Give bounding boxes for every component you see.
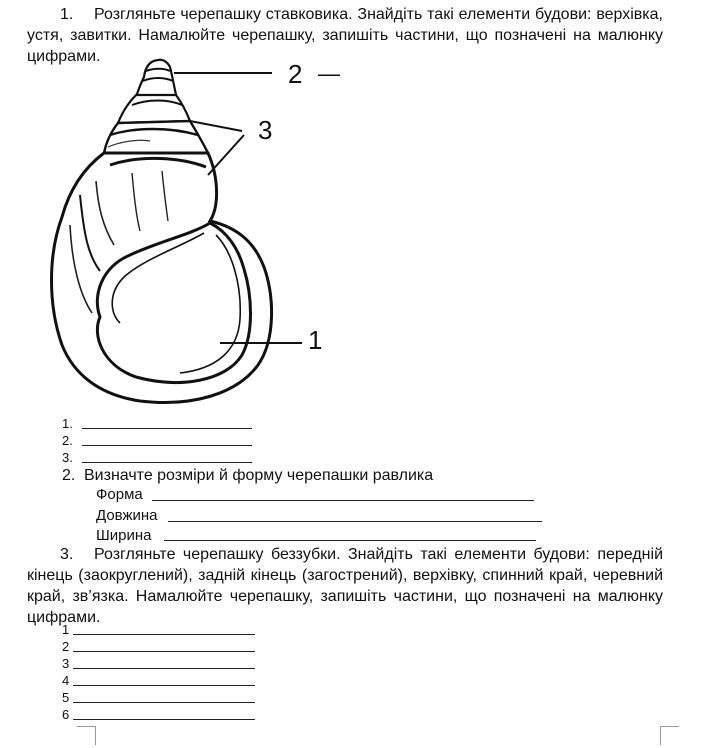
bivalve-answer-1-line[interactable] [73, 634, 255, 635]
field-length-line[interactable] [168, 521, 542, 522]
page-corner-mark-right [660, 726, 679, 745]
field-width-line[interactable] [164, 540, 536, 541]
answer-3-line[interactable] [82, 462, 252, 463]
bivalve-answer-5-line[interactable] [73, 702, 255, 703]
field-shape-label: Форма [96, 486, 143, 503]
callout-1: 1 [308, 325, 323, 355]
answer-2-line[interactable] [82, 445, 252, 446]
bivalve-answer-6-line[interactable] [73, 719, 255, 720]
answer-2-number: 2. [62, 433, 73, 448]
task-3-text: Розгляньте черепашку беззубки. Знайдіть такі елементи будови: передній кінець (заокруглений), задній кінець (загострений), верхівку, спинний край, черевний край, зв’язка. Намалюйте черепашку, запишіть частини, що позначені на малюнку цифрами. [27, 546, 663, 626]
bivalve-answer-1-number: 1 [62, 622, 70, 637]
bivalve-answer-6-number: 6 [62, 707, 70, 722]
bivalve-answer-4-number: 4 [62, 673, 70, 688]
task-2-number: 2. [62, 467, 76, 484]
task-3-paragraph [27, 544, 663, 628]
field-shape-line[interactable] [152, 500, 534, 501]
bivalve-answer-2-number: 2 [62, 639, 70, 654]
answer-1-line[interactable] [82, 428, 252, 429]
task-2-text: Визначте розміри й форму черепашки равлика [84, 467, 434, 484]
callout-2: 2 [288, 59, 303, 89]
pond-snail-shell-illustration [40, 55, 340, 415]
task-3-number: 3. [60, 546, 74, 563]
callout-2-dash: — [318, 61, 340, 86]
callout-3: 3 [258, 115, 273, 145]
task-1-text: Розгляньте черепашку ставковика. Знайдіть такі елементи будови: верхівка, устя, завитки. Намалюйте черепашку, запишіть частини, що позначені на малюнку цифрами. [27, 6, 663, 65]
bivalve-answer-4-line[interactable] [73, 685, 255, 686]
answer-1-number: 1. [62, 416, 73, 431]
bivalve-answer-3-line[interactable] [73, 668, 255, 669]
task-1-number: 1. [60, 6, 74, 23]
bivalve-answer-2-line[interactable] [73, 651, 255, 652]
answer-3-number: 3. [62, 450, 73, 465]
page-corner-mark-left [77, 726, 96, 745]
field-width-label: Ширина [96, 527, 152, 544]
bivalve-answer-3-number: 3 [62, 656, 70, 671]
bivalve-answer-5-number: 5 [62, 690, 70, 705]
field-length-label: Довжина [96, 507, 158, 524]
